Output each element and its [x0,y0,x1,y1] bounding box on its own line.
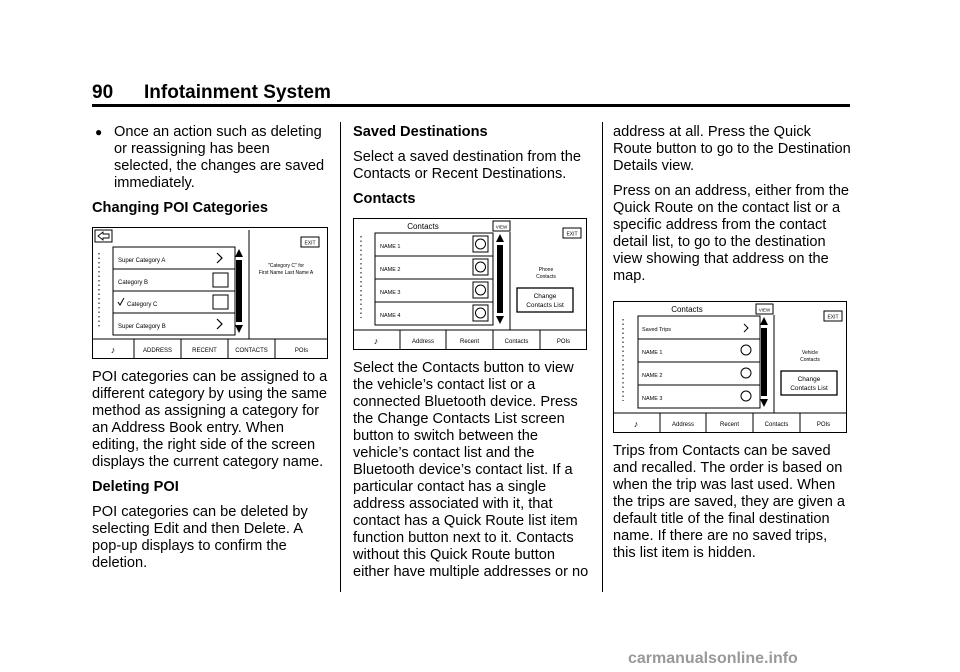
para-select-contacts: Select the Contacts button to view the vehicle’s contact list or a connected Bluetooth device. Press the Change Contacts List screen button to switch between the vehicle’s contact list and the Bluetooth device’s contact list. If a particular contact has a single address associated with it, that contact has a Quick Route list item function button next to it. Contacts without this Quick Route button either have multiple addresses or no [353,360,589,580]
para-continued: address at all. Press the Quick Route button to go to the Destination Details view. [613,124,851,174]
voice-icon: ♪ [373,336,379,346]
column-1 [92,124,332,580]
phone-label: Phone [538,267,554,273]
tab-pois: POIs [816,422,831,428]
view-button: VIEW [758,307,771,313]
svg-text:Change: Change [533,293,557,300]
heading-changing-poi: Changing POI Categories [92,200,268,216]
svg-text:Change: Change [797,376,821,383]
tab-pois: POIs [556,339,571,345]
bullet-item [92,124,332,192]
contact-name-label: First Name Last Name A [258,270,314,276]
screen-title: Contacts [671,305,703,314]
watermark: carmanualsonline.info [628,650,798,667]
tab-recent: Recent [459,339,480,345]
saved-trips-item: Saved Trips [642,327,672,333]
tab-address: ADDRESS [142,348,173,354]
contacts-label: Contacts [800,357,820,363]
exit-button: EXIT [827,314,839,321]
heading-contacts: Contacts [353,191,416,207]
tab-address: Address [671,422,695,428]
scrollbar-thumb [761,328,767,396]
tab-contacts: Contacts [764,422,789,428]
view-button: VIEW [495,224,508,230]
tab-recent: RECENT [192,348,217,354]
contact-name-1: NAME 1 [642,350,663,356]
page-header [92,82,850,106]
svg-text:Contacts List: Contacts List [790,385,828,392]
contact-name-4: NAME 4 [380,313,401,319]
poi-item-2: Category B [118,280,149,286]
screen-title: Contacts [407,222,439,231]
heading-saved-destinations: Saved Destinations [353,124,488,140]
column-divider [340,122,341,592]
para-trips: Trips from Contacts can be saved and recalled. The order is based on when the trip was last used. When the trips are saved, they are given a default title of the final destination name. If there are no saved trips, this list item is hidden. [613,443,846,561]
para-saved: Select a saved destination from the Contacts or Recent Destinations. [353,149,581,182]
poi-categories-screen [92,227,328,359]
poi-item-4: Super Category B [118,324,166,330]
svg-text:Contacts List: Contacts List [526,302,564,309]
contact-name-3: NAME 3 [380,290,401,296]
category-label: "Category C" for [267,263,305,269]
contact-name-1: NAME 1 [380,244,401,250]
contact-name-2: NAME 2 [380,267,401,273]
para-press-address: Press on an address, either from the Quick Route on the contact list or a specific address from the contact detail list, to go to the destination view showing that address on the map. [613,183,850,284]
tab-contacts: Contacts [504,339,529,345]
vehicle-label: Vehicle [801,350,819,356]
contact-name-2: NAME 2 [642,373,663,379]
header-rule [92,104,850,107]
contacts-screen [353,218,587,350]
scrollbar-thumb [497,245,503,313]
bullet-icon: ● [95,125,103,139]
exit-button: EXIT [566,231,578,238]
contact-name-3: NAME 3 [642,396,663,402]
tab-recent: Recent [719,422,740,428]
tab-pois: POIs [294,348,309,354]
column-3 [613,124,851,570]
voice-icon: ♪ [110,345,116,355]
saved-trips-screen [613,301,847,433]
tab-contacts: CONTACTS [235,348,268,354]
para-assign: POI categories can be assigned to a different category by using the same method as assigning a category for an Address Book entry. When editing, the right side of the screen displays the current category name. [92,369,328,470]
poi-item-1: Super Category A [118,258,166,264]
para-delete: POI categories can be deleted by selecting Edit and then Delete. A pop-up displays to confirm the deletion. [92,504,308,571]
column-divider [602,122,603,592]
scrollbar-thumb [236,260,242,322]
heading-deleting-poi: Deleting POI [92,479,179,495]
page-number: 90 [92,82,114,103]
section-title: Infotainment System [144,82,331,103]
voice-icon: ♪ [633,419,639,429]
poi-item-3: Category C [127,302,158,308]
bullet-text: Once an action such as deleting or reassigning has been selected, the changes are saved immediately. [114,124,325,191]
exit-button: EXIT [304,240,316,247]
tab-address: Address [411,339,435,345]
contacts-label: Contacts [536,274,556,280]
column-2 [353,124,593,589]
